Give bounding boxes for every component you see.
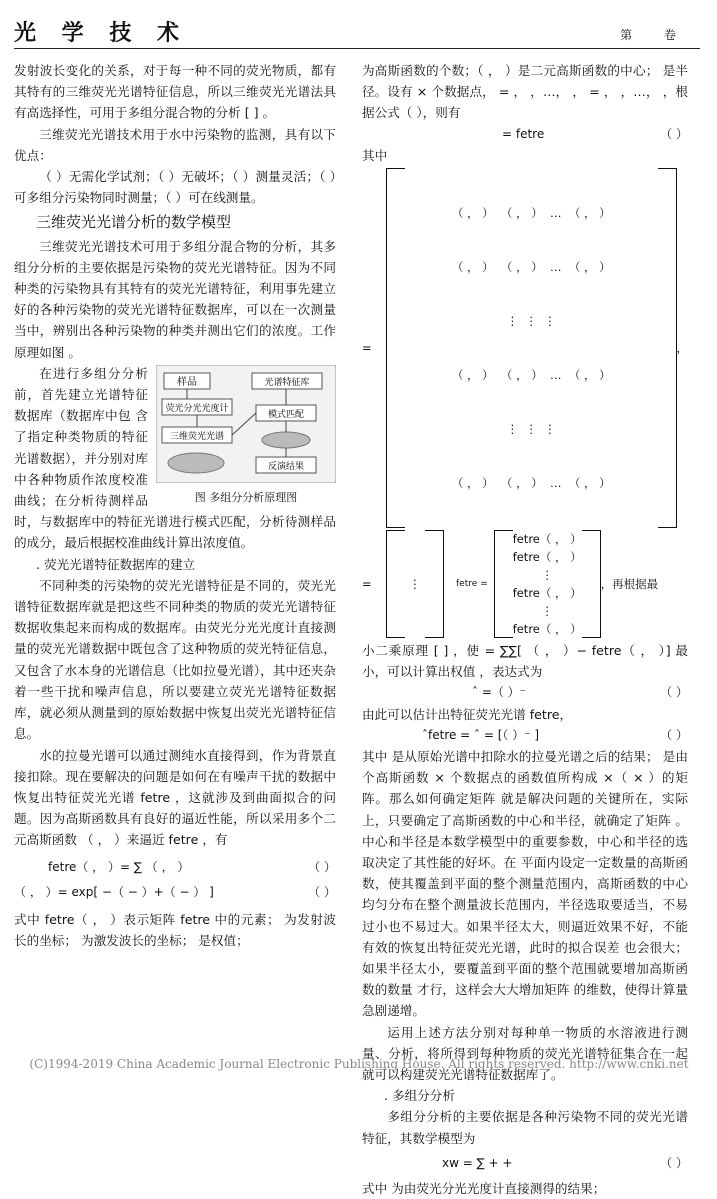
- equation-body: = fetre: [502, 126, 545, 141]
- vector-row: fetre（ ， ）: [512, 532, 582, 547]
- paragraph: 在进行多组分分析前，首先建立光谱特征数据库（数据库中包 含了指定种类物质的特征光谱数据），并分别对库中各种物质作浓度校准曲线；在分析待测样品时，与数据库中的特征光谱进行模式匹配，分析待测样品的成分，最后根据校准曲线计算出浓度值。: [14, 365, 336, 551]
- equation-body: ˆfetre = ˆ = [（ ）⁻ ]: [422, 727, 540, 742]
- diagram-label: 样品: [177, 376, 197, 388]
- vector-row: ⋮: [541, 568, 553, 583]
- equation-number: （ ）: [660, 685, 688, 700]
- paragraph: 发射波长变化的关系，对于每一种不同的荧光物质，都有其特有的三维荧光光谱特征信息，所以三维荧光光谱法具有高选择性，可用于多组分混合物的分析 [ ] 。: [14, 63, 336, 121]
- paragraph: 由此可以估计出特征荧光光谱 fetre，: [362, 706, 573, 722]
- volume-label: 第 卷: [620, 28, 690, 42]
- subsection-heading: . 多组分分析: [384, 1088, 455, 1104]
- paragraph: 其中 是从原始光谱中扣除水的拉曼光谱之后的结果； 是由 个高斯函数 × 个数据点的函数值所构成 ×（ × ）的矩阵。那么如何确定矩阵 就是解决问题的关键所在，实际上，只要确定了高斯函数的中心和半径，就确定了矩阵 。中心和半径是本数学模型中的重要参数，中心和半径的选取决定了其性能的好坏。在 平面内设定一定数量的高斯函数，使其覆盖到平面的整个测量范围内，高斯函数的中心均匀分布在整个测量波长范围内，半径选取要适当，不易过小也不易过大。如果半径太大，则逼近效果不好，不能有效的恢复出特征荧光光谱，此时的拟合误差 也会很大；如果半径太小，要覆盖到平面的整个范围就要增加高斯函数的数量 才行，这样会大大增加矩阵 的维数，使得计算量急剧递增。: [362, 749, 688, 1019]
- vector-f: = ⋮ fetre = fetre（ ， ） fetre（ ， ） ⋮ fetre（ ， ） ⋮ fetre（ ， ） ，再根据最: [362, 532, 659, 637]
- diagram-label: 光谱特征库: [264, 377, 310, 388]
- paragraph: 三维荧光光谱技术用于水中污染物的监测，具有以下优点：: [14, 126, 336, 163]
- paragraph: 为高斯函数的个数；（ ， ）是二元高斯函数的中心； 是半径。设有 × 个数据点， = ， ，…， ， = ， ，…， ，根据公式（ ），则有: [362, 63, 688, 121]
- equation: [14, 882, 336, 903]
- paragraph: 小二乘原理 [ ] ，使 = ∑∑[ （ ， ）− fetre（ ， ）] 最小，可以计算出权值 ，表达式为: [362, 643, 688, 680]
- copyright-footer: (C)1994-2019 China Academic Journal Electronic Publishing House. All rights reserved. http://www.cnki.net: [29, 1057, 689, 1071]
- subsection-heading: . 荧光光谱特征数据库的建立: [36, 556, 196, 572]
- section-heading: 三维荧光光谱分析的数学模型: [36, 213, 232, 232]
- equation-number: （ ）: [308, 859, 336, 874]
- journal-title: 光 学 技 术: [14, 21, 188, 46]
- paragraph: 多组分分析的主要依据是各种污染物不同的荧光光谱特征，其数学模型为: [362, 1109, 688, 1146]
- figure: [156, 365, 336, 505]
- paragraph: 式中 fetre（ ， ）表示矩阵 fetre 中的元素； 为发射波长的坐标； 为激发波长的坐标； 是权值；: [14, 911, 336, 949]
- diagram-label: 反演结果: [267, 461, 305, 472]
- equation-number: （ ）: [660, 1155, 688, 1170]
- matrix-row: （ ， ） （ ， ） … （ ， ）: [451, 368, 611, 383]
- matrix-row: （ ， ） （ ， ） … （ ， ）: [451, 476, 611, 491]
- equation-number: （ ）: [660, 126, 688, 141]
- paragraph: 式中 为由荧光分光光度计直接测得的结果；: [362, 1181, 606, 1197]
- matrix-row: （ ， ） （ ， ） … （ ， ）: [451, 260, 611, 275]
- vector-row: fetre（ ， ）: [512, 622, 582, 637]
- matrix-row: ⋮ ⋮ ⋮: [506, 422, 556, 437]
- equation-body: （ ， ）= exp[ −（ − ）+（ − ） ]: [14, 884, 214, 899]
- matrix-row: （ ， ） （ ， ） … （ ， ）: [451, 206, 611, 221]
- paragraph: 不同种类的污染物的荧光光谱特征是不同的，荧光光谱特征数据库就是把这些不同种类的物质的荧光光谱特征数据收集起来而构成的数据库。由荧光分光光度计直接测量的荧光光谱数据中既包含了这种物质的荧光特征信息，又包含了水本身的光谱信息（比如拉曼光谱），其中还夹杂着一些干扰和噪声信息，所以要建立荧光光谱特征数据库，就必须从测量到的原始数据中恢复出荧光光谱特征信息。: [14, 577, 336, 742]
- label: 其中: [362, 147, 388, 163]
- paragraph: 运用上述方法分别对每种单一物质的水溶液进行测量、分析，将所得到每种物质的荧光光谱特征集合在一起就可以构建荧光光谱特征数据库了。: [362, 1024, 688, 1083]
- matrix-g: = （ ， ） （ ， ） … （ ， ） （ ， ） （ ， ） … （ ， ） ⋮ ⋮ ⋮ （ ， ） （ ， ） … （ ， ） ⋮ ⋮ ⋮ （ ， ） （ ， ） … （ ， ） ，: [362, 168, 688, 528]
- right-column: [362, 60, 688, 1199]
- equation: [14, 857, 336, 878]
- equation-body: xw = ∑ + +: [442, 1155, 513, 1170]
- equation-body: fetre（ ， ）= ∑ （ ， ）: [48, 859, 190, 874]
- figure-caption: 图 多组分分析原理图: [194, 490, 298, 504]
- equation-number: （ ）: [308, 884, 336, 899]
- matrix-row: ⋮ ⋮ ⋮: [506, 314, 556, 329]
- vector-row: fetre（ ， ）: [512, 586, 582, 601]
- text-tail: ，再根据最: [600, 577, 659, 592]
- equation-body: ˆ =（ ）⁻: [472, 685, 527, 700]
- equation: [362, 124, 688, 145]
- vector-row: fetre（ ， ）: [512, 550, 582, 565]
- vector-row: ⋮: [541, 604, 553, 619]
- equation-number: （ ）: [660, 727, 688, 742]
- diagram-label: 三维荧光光谱: [169, 431, 225, 442]
- left-column: [14, 60, 336, 951]
- equation: [362, 1153, 688, 1174]
- equation: [362, 725, 688, 746]
- paragraph: 水的拉曼光谱可以通过测纯水直接得到，作为背景直接扣除。现在要解决的问题是如何在有噪声干扰的数据中恢复出特征荧光光谱 fetre ，这就涉及到曲面拟合的问题。因为高斯函数具有良好的逼近性能，所以采用多个二元高斯函数 （ ， ）来逼近 fetre ，有: [14, 747, 336, 848]
- paragraph: 三维荧光光谱技术可用于多组分混合物的分析，其多组分分析的主要依据是污染物的荧光光谱特征。因为不同种类的污染物具有其特有的荧光光谱特征，利用事先建立好的各种污染物的荧光光谱特征数据库，可以在一次测量当中，辨别出各种污染物的种类并测出它们的浓度。工作原理如图 。: [14, 238, 336, 360]
- equation: [362, 682, 688, 703]
- diagram-label: 模式匹配: [267, 409, 305, 420]
- spectrum-image: [262, 432, 310, 448]
- diagram-label: 荧光分光光度计: [165, 403, 229, 414]
- principle-diagram: [156, 365, 336, 483]
- advantages-list: （ ）无需化学试剂；（ ）无破坏；（ ）测量灵活；（ ）可多组分污染物同时测量；（ ）可在线测量。: [14, 169, 336, 206]
- page-header: [14, 14, 700, 49]
- spectrum-image: [168, 453, 224, 473]
